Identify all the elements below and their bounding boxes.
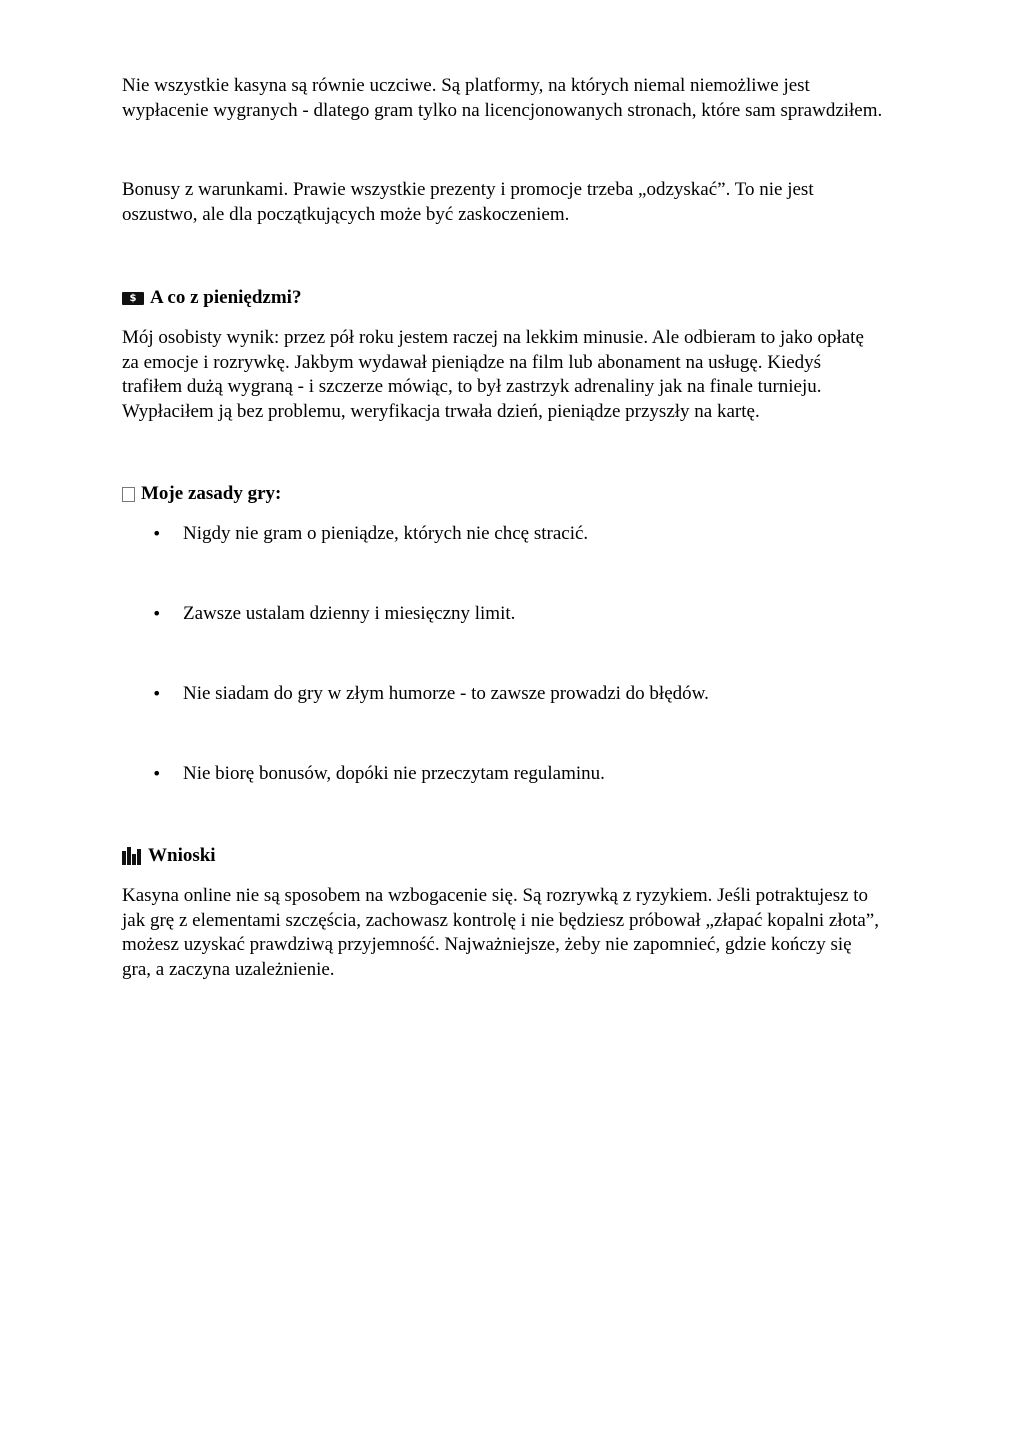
intro-paragraph-2: Bonusy z warunkami. Prawie wszystkie prezenty i promocje trzeba „odzyskać”. To nie jest oszustwo, ale dla początkujących może być zaskoczeniem. — [122, 179, 814, 225]
intro-paragraph-1: Nie wszystkie kasyna są równie uczciwe. Są platformy, na których niemal niemożliwe jest wypłacenie wygranych - dlatego gram tylko na licencjonowanych stronach, które sam sprawdziłem. — [122, 75, 883, 121]
rules-heading — [122, 482, 952, 507]
list-item: • Nie biorę bonusów, dopóki nie przeczytam regulaminu. — [122, 762, 983, 787]
money-paragraph: Mój osobisty wynik: przez pół roku jestem raczej na lekkim minusie. Ale odbieram to jako opłatę za emocje i rozrywkę. Jakbym wydawał pieniądze na film lub abonament na usługę. Kiedyś trafiłem dużą wygraną - i szczerze mówiąc, to był zastrzyk adrenaliny jak na finale turnieju. Wypłaciłem ją bez problemu, weryfikacja trwała dzień, pieniądze przyszły na kartę. — [122, 327, 864, 422]
money-heading-text: A co z pieniędzmi? — [150, 287, 302, 308]
list-item: • Nie siadam do gry w złym humorze - to zawsze prowadzi do błędów. — [122, 682, 983, 707]
conclusions-paragraph: Kasyna online nie są sposobem na wzbogacenie się. Są rozrywką z ryzykiem. Jeśli potraktujesz to jak grę z elementami szczęścia, zachowasz kontrolę i nie będziesz próbował „złapać kopalni złota”, możesz uzyskać prawdziwą przyjemność. Najważniejsze, żeby nie zapomnieć, gdzie kończy się gra, a zaczyna uzależnienie. — [122, 885, 879, 980]
money-icon: $ — [122, 292, 144, 305]
missing-glyph-box-icon — [122, 487, 135, 502]
list-item: • Nigdy nie gram o pieniądze, których nie chcę stracić. — [122, 522, 983, 547]
money-heading — [122, 286, 952, 311]
conclusions-heading-text: Wnioski — [148, 845, 216, 866]
bar-chart-icon — [122, 847, 142, 865]
list-item: • Zawsze ustalam dzienny i miesięczny limit. — [122, 602, 983, 627]
rules-heading-text: Moje zasady gry: — [141, 483, 282, 504]
conclusions-heading — [122, 844, 952, 869]
